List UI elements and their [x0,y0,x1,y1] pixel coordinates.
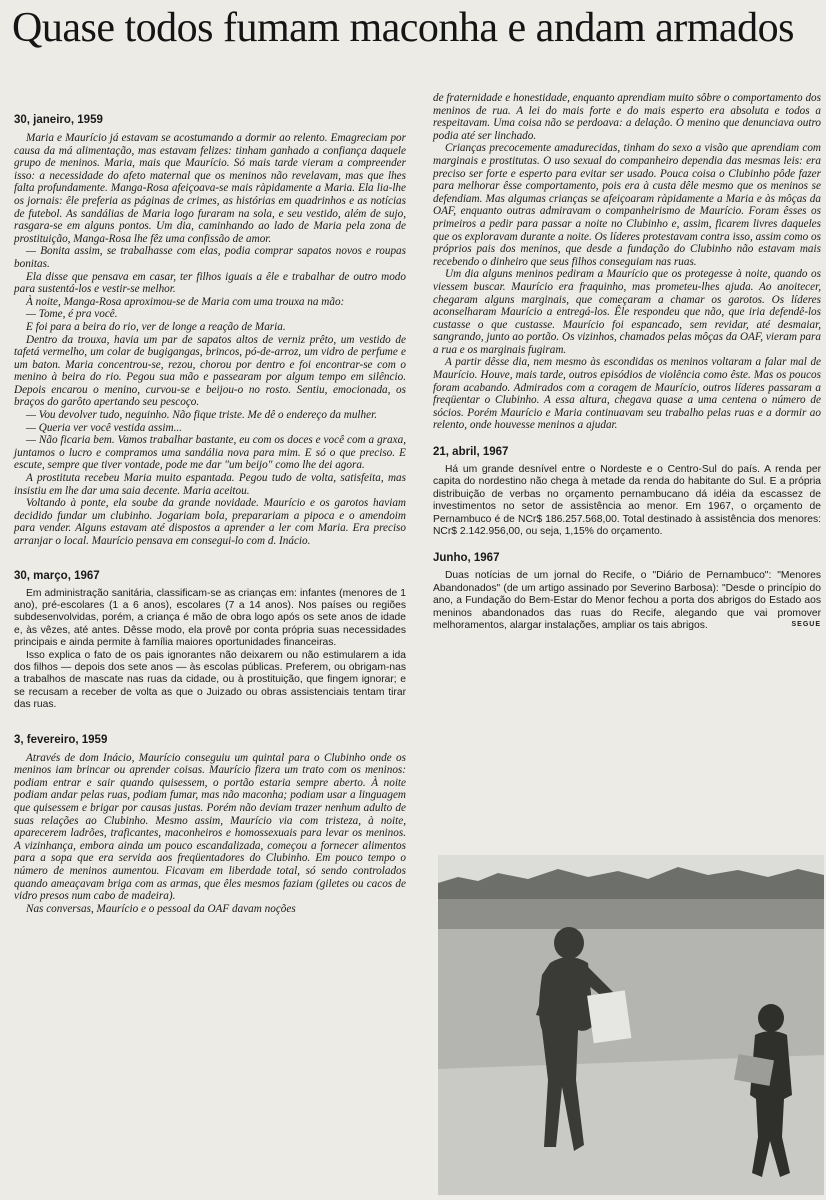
section-30-marco-1967 [14,570,406,712]
section-junho-1967 [433,552,821,632]
paragraph: Maria e Maurício já estavam se acostumando a dormir ao relento. Emagreciam por causa da má alimentação, mas estavam felizes: tinham ganhado a confiança daquele grupo de meninos. Maria, mais que Maurício. Só mais tarde vieram a compreender isso: a necessidade do afeto maternal que os meninos não revelavam, mas que lhes falta profundamente. Manga-Rosa afeiçoava-se mais ràpidamente a Maria. Ela lia-lhe os jornais: êle preferia as páginas de crimes, as histórias em quadrinhos e as notícias de futebol. As sandálias de Maria logo furaram na sola, e seu vestido, além de sujo, rasgara-se em alguns pontos. Um dia, caminhando ao lado de Maria pela zona de prostituição, Manga-Rosa lhe fêz uma confissão de amor. [14,132,406,245]
section-continuation [433,92,821,432]
paragraph: Duas notícias de um jornal do Recife, o "Diário de Pernambuco": "Menores Abandonados" (de um artigo assinado por Severino Barbosa): "Desde o princípio do ano, a Fundação do Bem-Estar do Menor fechou a porta dos abrigos do Estado aos meninos abandonados das ruas do Recife, alegando que vai promover melhoramentos, alargar instalações, ampliar os tais abrigos. [433,570,821,632]
right-column [433,92,821,647]
paragraph: — Queria ver você vestida assim... [26,421,182,434]
paragraph: Isso explica o fato de os pais ignorantes não deixarem ou não estimularem a ida dos filhos — depois dos sete anos — às escolas públicas. Preferem, ou obrigam-nas a trabalhos de mascate nas ruas da cidade, ou à prostituição, que fingem ignorar; e se recusam a receber de volta as que o Juizado ou obras assistenciais tentam tirar das ruas. [14,649,406,711]
section-3-fevereiro-1959 [14,734,406,916]
section-date: 30, março, 1967 [14,569,100,582]
section-date: 30, janeiro, 1959 [14,114,103,126]
photo-illustration [438,855,824,1195]
paragraph: de fraternidade e honestidade, enquanto aprendiam muito sôbre o comportamento dos meninos de rua. A lei do mais forte e do mais esperto era absoluta e todos a respeitavam. Uma coisa não se perdoava: a delação. O menino que denunciava outro podia até ser linchado. [433,92,821,142]
paragraph: Dentro da trouxa, havia um par de sapatos altos de verniz prêto, um vestido de tafetá vermelho, um colar de bugigangas, brincos, pó-de-arroz, um vidro de perfume e um baton. Maria concentrou-se, rezou, chorou por dentro e foi encontrar-se com o menino à beira do rio. Pegou sua mão e passearam por algum tempo em silêncio. Depois encarou o menino, curvou-se e beijou-o no rosto. Sentiu, emocionada, os braços do garôto apertando seu pescoço. [14,333,406,409]
paragraph: Voltando à ponte, ela soube da grande novidade. Maurício e os garotos haviam decidido fundar um clubinho. Jogariam bola, preparariam a pipoca e o amendoim para vender. Alguns estavam até dispostos a aprender a ler com Maria. Era preciso arranjar o local. Maurício pensava em consegui-lo com d. Inácio. [14,497,406,547]
section-date: 21, abril, 1967 [433,446,509,459]
paragraph: Crianças precocemente amadurecidas, tinham do sexo a visão que aprendiam com marginais e prostitutas. O uso sexual do companheiro dependia das mesmas leis: era preciso ser forte e esperto para evitar ser usado. Pouca coisa o Clubinho pôde fazer para melhorar êsse comportamento, pois era à custa dêle mesmo que os meninos se defendiam. Mas algumas crianças se afeiçoaram ràpidamente a Maria e às môças da OAF, enquanto outras admiravam o companheirismo de Maurício. Foram êsses os primeiros a pedir para passar a noite no Clubinho e, assim, ficarem livres daqueles que os exploravam durante a noite. Os líderes protestavam contra isso, assim como os próprios pais dos meninos, que desde a fundação do Clubinho não estavam mais recebendo o dinheiro que seus filhos conseguiam nas ruas. [433,142,821,268]
paragraph: — Bonita assim, se trabalhasse com elas, podia comprar sapatos novos e roupas bonitas. [14,245,406,270]
article-headline: Quase todos fumam maconha e andam armados [12,5,794,51]
paragraph: Há um grande desnível entre o Nordeste e o Centro-Sul do país. A renda per capita do nordestino não chega à metade da renda do habitante do Sul. E a própria distribuição de verbas no orçamento pernambucano dá idéia da escassez de investimentos no setor de assistência ao menor. Em 1967, o orçamento de Pernambuco é de NCr$ 186.257.568,00. Total destinado à assistência dos menores: NCr$ 2.142.956,00, ou seja, 1,15% do orçamento. [433,464,821,538]
paragraph: A partir dêsse dia, nem mesmo às escondidas os meninos voltaram a falar mal de Maurício. Houve, mais tarde, outros episódios de violência como êste. Mas os poucos foram acabando. Admirados com a coragem de Maurício, outros líderes passaram a freqüentar o Clubinho. A essa altura, chegava quase a uma centena o número de sócios. Porém Maurício e Maria continuavam seu trabalho pelas ruas e a dormir ao relento, onde houvesse meninos a ajudar. [433,356,821,432]
paragraph: — Vou devolver tudo, neguinho. Não fique triste. Me dê o endereço da mulher. [26,409,377,422]
paragraph: — Não ficaria bem. Vamos trabalhar bastante, eu com os doces e você com a graxa, juntamos o lucro e compramos uma sandália nova para mim. E só o que preciso. E escute, sempre que tiver vontade, pode me dar "um beijo" como lhe dei agora. [14,434,406,472]
paragraph: Ela disse que pensava em casar, ter filhos iguais a êle e trabalhar de outro modo para sustentá-los e vestir-se melhor. [14,270,406,296]
paragraph: Através de dom Inácio, Maurício conseguiu um quintal para o Clubinho onde os meninos iam brincar ou aprender coisas. Maurício fizera um trato com os meninos: podiam entrar e sair quando quisessem, o portão estaria sempre aberto. À noite podiam andar pelas ruas, podiam fumar, mas não maconha; podiam usar a linguagem que quisessem e brigar por causas justas. Porém não deviam trazer nenhum adulto de suas relações ao Clubinho. Mesmo assim, Maurício via com tristeza, à noite, aparecerem ladrões, traficantes, maconheiros e homossexuais para levar os meninos. A vizinhança, embora ainda um pouco escandalizada, começou a fornecer alimentos para a sopa que era servida aos freqüentadores do Clubinho. Em pouco tempo o número de meninos aumentou. Ficavam em liberdade total, só sendo controlados quando ameaçavam briga com as armas, que êles mesmos faziam (giletes ou cacos de vidro presos num cabo de madeira). [14,751,406,903]
paragraph: — Tome, é pra você. [26,308,118,321]
paragraph: À noite, Manga-Rosa aproximou-se de Maria com uma trouxa na mão: [26,295,345,308]
paragraph: Um dia alguns meninos pediram a Maurício que os protegesse à noite, quando os viessem buscar. Maurício era fraquinho, mas prometeu-lhes ajuda. Ao anoitecer, chegaram alguns marginais, que começaram a chamar os garotos. Os líderes aconselharam Maurício a entregá-los. Êle respondeu que não, que iria defendê-los custasse o que custasse. Maurício foi espancado, sem revidar, até desmaiar, sangrando, junto ao portão. Os vizinhos, chamados pelas môças da OAF, vieram para a rua e os marginais fugiram. [433,268,821,356]
segue-label: SEGUE [791,620,821,628]
photo-boys-by-river [438,855,824,1195]
paragraph: Nas conversas, Maurício e o pessoal da OAF davam noções [26,902,296,915]
paragraph: Em administração sanitária, classificam-se as crianças em: infantes (menores de 1 ano), pré-escolares (1 a 6 anos), escolares (7 a 14 anos). Nos países ou regiões subdesenvolvidas, porém, a criança é mão de obra logo após os sete anos de idade e, às vêzes, até antes. Dêsse modo, ela provê por conta própria suas necessidades principais e ainda permite à família maiores oportunidades financeiras. [14,587,406,649]
left-column [14,92,406,929]
section-21-abril-1967 [433,446,821,538]
paragraph: E foi para a beira do rio, ver de longe a reação de Maria. [26,320,286,333]
section-date: Junho, 1967 [433,552,500,565]
section-date: 3, fevereiro, 1959 [14,733,108,746]
paragraph: A prostituta recebeu Maria muito espantada. Pegou tudo de volta, satisfeita, mas insistiu em lhe dar uma saia decente. Maria aceitou. [14,472,406,497]
section-30-janeiro-1959 [14,114,406,548]
